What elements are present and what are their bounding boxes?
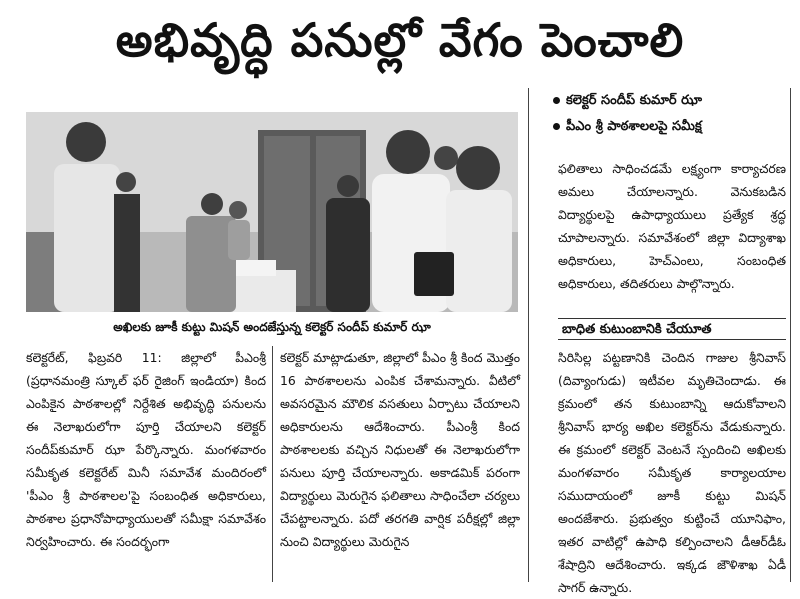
article-paragraph: సిరిసిల్ల పట్టణానికి చెందిన గాజుల శ్రీనివాస్ (దివ్యాంగుడు) ఇటీవల మృతిచెందాడు. ఈ క్రమంలో తన కుటుంబాన్ని ఆదుకోవాలని శ్రీనివాస్ భార్య అఖిల కలెక్టర్‌ను వేడుకున్నారు. ఈ క్రమంలో కలెక్టర్ వెంటనే స్పందించి అఖిలకు మంగళవారం సమీకృత కార్యాలయాల సముదాయంలో జూకీ కుట్టు మిషన్ అందజేశారు. ప్రభుత్వం కుట్టించే యూనిఫాం, ఇతర వాటిల్లో ఉపాధి కల్పించాలని డీఆర్‌డీఓ శేషాద్రిని ఆదేశించారు. ఇక్కడ జౌళిశాఖ ఏడీ సాగర్ ఉన్నారు. — [558, 350, 786, 595]
bullet-item — [553, 114, 788, 140]
bullet-dot-icon — [553, 123, 560, 130]
bullet-text: పీఎం శ్రీ పాఠశాలలపై సమీక్ష — [566, 119, 702, 134]
column-divider — [528, 88, 529, 582]
article-column-3-top — [558, 157, 786, 311]
article-column-2 — [280, 346, 520, 581]
section-subhead: బాధిత కుటుంబానికి చేయూత — [558, 318, 786, 340]
news-photo — [26, 112, 518, 312]
bullet-dot-icon — [553, 97, 560, 104]
article-column-1 — [26, 346, 266, 581]
bullet-text: కలెక్టర్ సందీప్ కుమార్ ఝా — [566, 93, 703, 108]
column-divider — [272, 346, 273, 582]
headline: అభివృద్ధి పనుల్లో వేగం పెంచాలి — [115, 13, 685, 67]
article-paragraph: కలెక్టర్ మాట్లాడుతూ, జిల్లాలో పీఎం శ్రీ కింద మొత్తం 16 పాఠశాలలను ఎంపిక చేశామన్నారు. వీటిలో అవసరమైన మౌలిక వసతులు ఏర్పాటు చేయాలని అధికారులను ఆదేశించారు. పీఎంశ్రీ కింద పాఠశాలలకు వచ్చిన నిధులతో ఈ నెలాఖరులోగా పనులు పూర్తి చేయాలన్నారు. అకాడమిక్ పరంగా విద్యార్థులు మెరుగైన ఫలితాలు సాధించేలా చర్యలు చేపట్టాలన్నారు. పదో తరగతి వార్షిక పరీక్షల్లో జిల్లా నుంచి విద్యార్థులు మెరుగైన — [280, 350, 520, 549]
article-column-3-bottom — [558, 346, 786, 595]
article-paragraph: కలెక్టరేట్, ఫిబ్రవరి 11: జిల్లాలో పీఎంశ్రీ (ప్రధానమంత్రి స్కూల్ ఫర్ రైజింగ్ ఇండియా) కింద ఎంపికైన పాఠశాలల్లో నిర్దేశిత అభివృద్ధి పనులను ఈ నెలాఖరులోగా పూర్తి చేయాలని కలెక్టర్ సందీప్‌కుమార్ ఝా పేర్కొన్నారు. మంగళవారం సమీకృత కలెక్టరేట్ మినీ సమావేశ మందిరంలో 'పీఎం శ్రీ పాఠశాలల'పై సంబంధిత అధికారులు, పాఠశాల ప్రధానోపాధ్యాయులతో సమీక్షా సమావేశం నిర్వహించారు. ఈ సందర్భంగా — [26, 350, 266, 549]
news-photo-illustration — [26, 112, 518, 312]
column-divider — [790, 88, 791, 582]
bullet-item — [553, 88, 788, 114]
article-paragraph: ఫలితాలు సాధించడమే లక్ష్యంగా కార్యాచరణ అమలు చేయాలన్నారు. వెనుకబడిన విద్యార్థులపై ఉపాధ్యాయులు ప్రత్యేక శ్రద్ధ చూపాలన్నారు. సమావేశంలో జిల్లా విద్యాశాఖ అధికారులు, హెచ్‌ఎంలు, సంబంధిత అధికారులు, తదితరులు పాల్గొన్నారు. — [558, 161, 786, 291]
subheadline-bullets — [553, 88, 788, 140]
photo-caption: అఖిలకు జూకీ కుట్టు మిషన్ అందజేస్తున్న కలెక్టర్ సందీప్ కుమార్ ఝా — [113, 320, 431, 334]
